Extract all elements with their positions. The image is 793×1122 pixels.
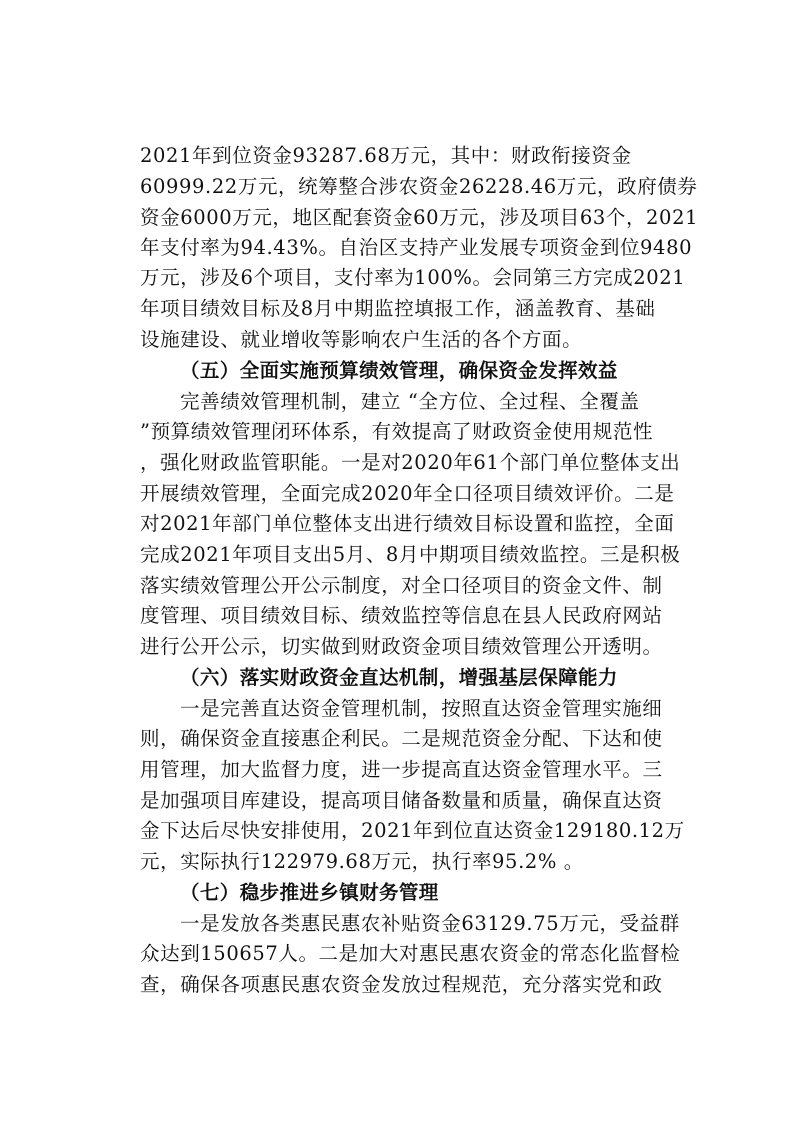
paragraph-line: 众达到150657人。二是加大对惠民惠农资金的常态化监督检 — [140, 942, 681, 965]
section-heading-6: （六）落实财政资金直达机制，增强基层保障能力 — [180, 666, 618, 689]
paragraph-line: 万元，涉及6个项目，支付率为100%。会同第三方完成2021 — [140, 266, 686, 289]
paragraph-line: 设施建设、就业增收等影响农户生活的各个方面。 — [140, 328, 583, 351]
paragraph-line: 用管理，加大监督力度，进一步提高直达资金管理水平。三 — [140, 758, 663, 781]
paragraph-line: 一是发放各类惠民惠农补贴资金63129.75万元，受益群 — [180, 912, 680, 935]
section-heading-7: （七）稳步推进乡镇财务管理 — [180, 881, 439, 904]
paragraph-line: 一是完善直达资金管理机制，按照直达资金管理实施细 — [180, 697, 663, 720]
paragraph-line: 完成2021年项目支出5月、8月中期项目绩效监控。三是积极 — [140, 543, 681, 566]
paragraph-line: 度管理、项目绩效目标、绩效监控等信息在县人民政府网站 — [140, 604, 663, 627]
paragraph-line: 2021年到位资金93287.68万元，其中：财政衔接资金 — [140, 144, 632, 167]
paragraph-line: 元，实际执行122979.68万元，执行率95.2% 。 — [140, 850, 584, 873]
paragraph-line: 对2021年部门单位整体支出进行绩效目标设置和监控，全面 — [140, 512, 675, 535]
paragraph-line: 资金6000万元，地区配套资金60万元，涉及项目63个，2021 — [140, 206, 699, 229]
paragraph-line: 则，确保资金直接惠企利民。二是规范资金分配、下达和使 — [140, 727, 663, 750]
paragraph-line: 查，确保各项惠民惠农资金发放过程规范，充分落实党和政 — [140, 973, 663, 996]
section-heading-5: （五）全面实施预算绩效管理，确保资金发挥效益 — [180, 359, 618, 382]
paragraph-line: 落实绩效管理公开公示制度，对全口径项目的资金文件、制 — [140, 574, 663, 597]
paragraph-line: 是加强项目库建设，提高项目储备数量和质量，确保直达资 — [140, 789, 663, 812]
paragraph-line: 进行公开公示，切实做到财政资金项目绩效管理公开透明。 — [140, 635, 663, 658]
paragraph-line: ”预算绩效管理闭环体系，有效提高了财政资金使用规范性 — [140, 420, 654, 443]
paragraph-line: ，强化财政监管职能。一是对2020年61个部门单位整体支出 — [140, 451, 681, 474]
paragraph-line: 金下达后尽快安排使用，2021年到位直达资金129180.12万 — [140, 819, 685, 842]
paragraph-line: 完善绩效管理机制，建立 “全方位、全过程、全覆盖 — [180, 390, 640, 413]
paragraph-line: 年项目绩效目标及8月中期监控填报工作，涵盖教育、基础 — [140, 297, 656, 320]
paragraph-line: 年支付率为94.43%。自治区支持产业发展专项资金到位9480 — [140, 236, 693, 259]
paragraph-line: 60999.22万元，统筹整合涉农资金26228.46万元，政府债券 — [140, 175, 698, 198]
paragraph-line: 开展绩效管理，全面完成2020年全口径项目绩效评价。二是 — [140, 482, 675, 505]
